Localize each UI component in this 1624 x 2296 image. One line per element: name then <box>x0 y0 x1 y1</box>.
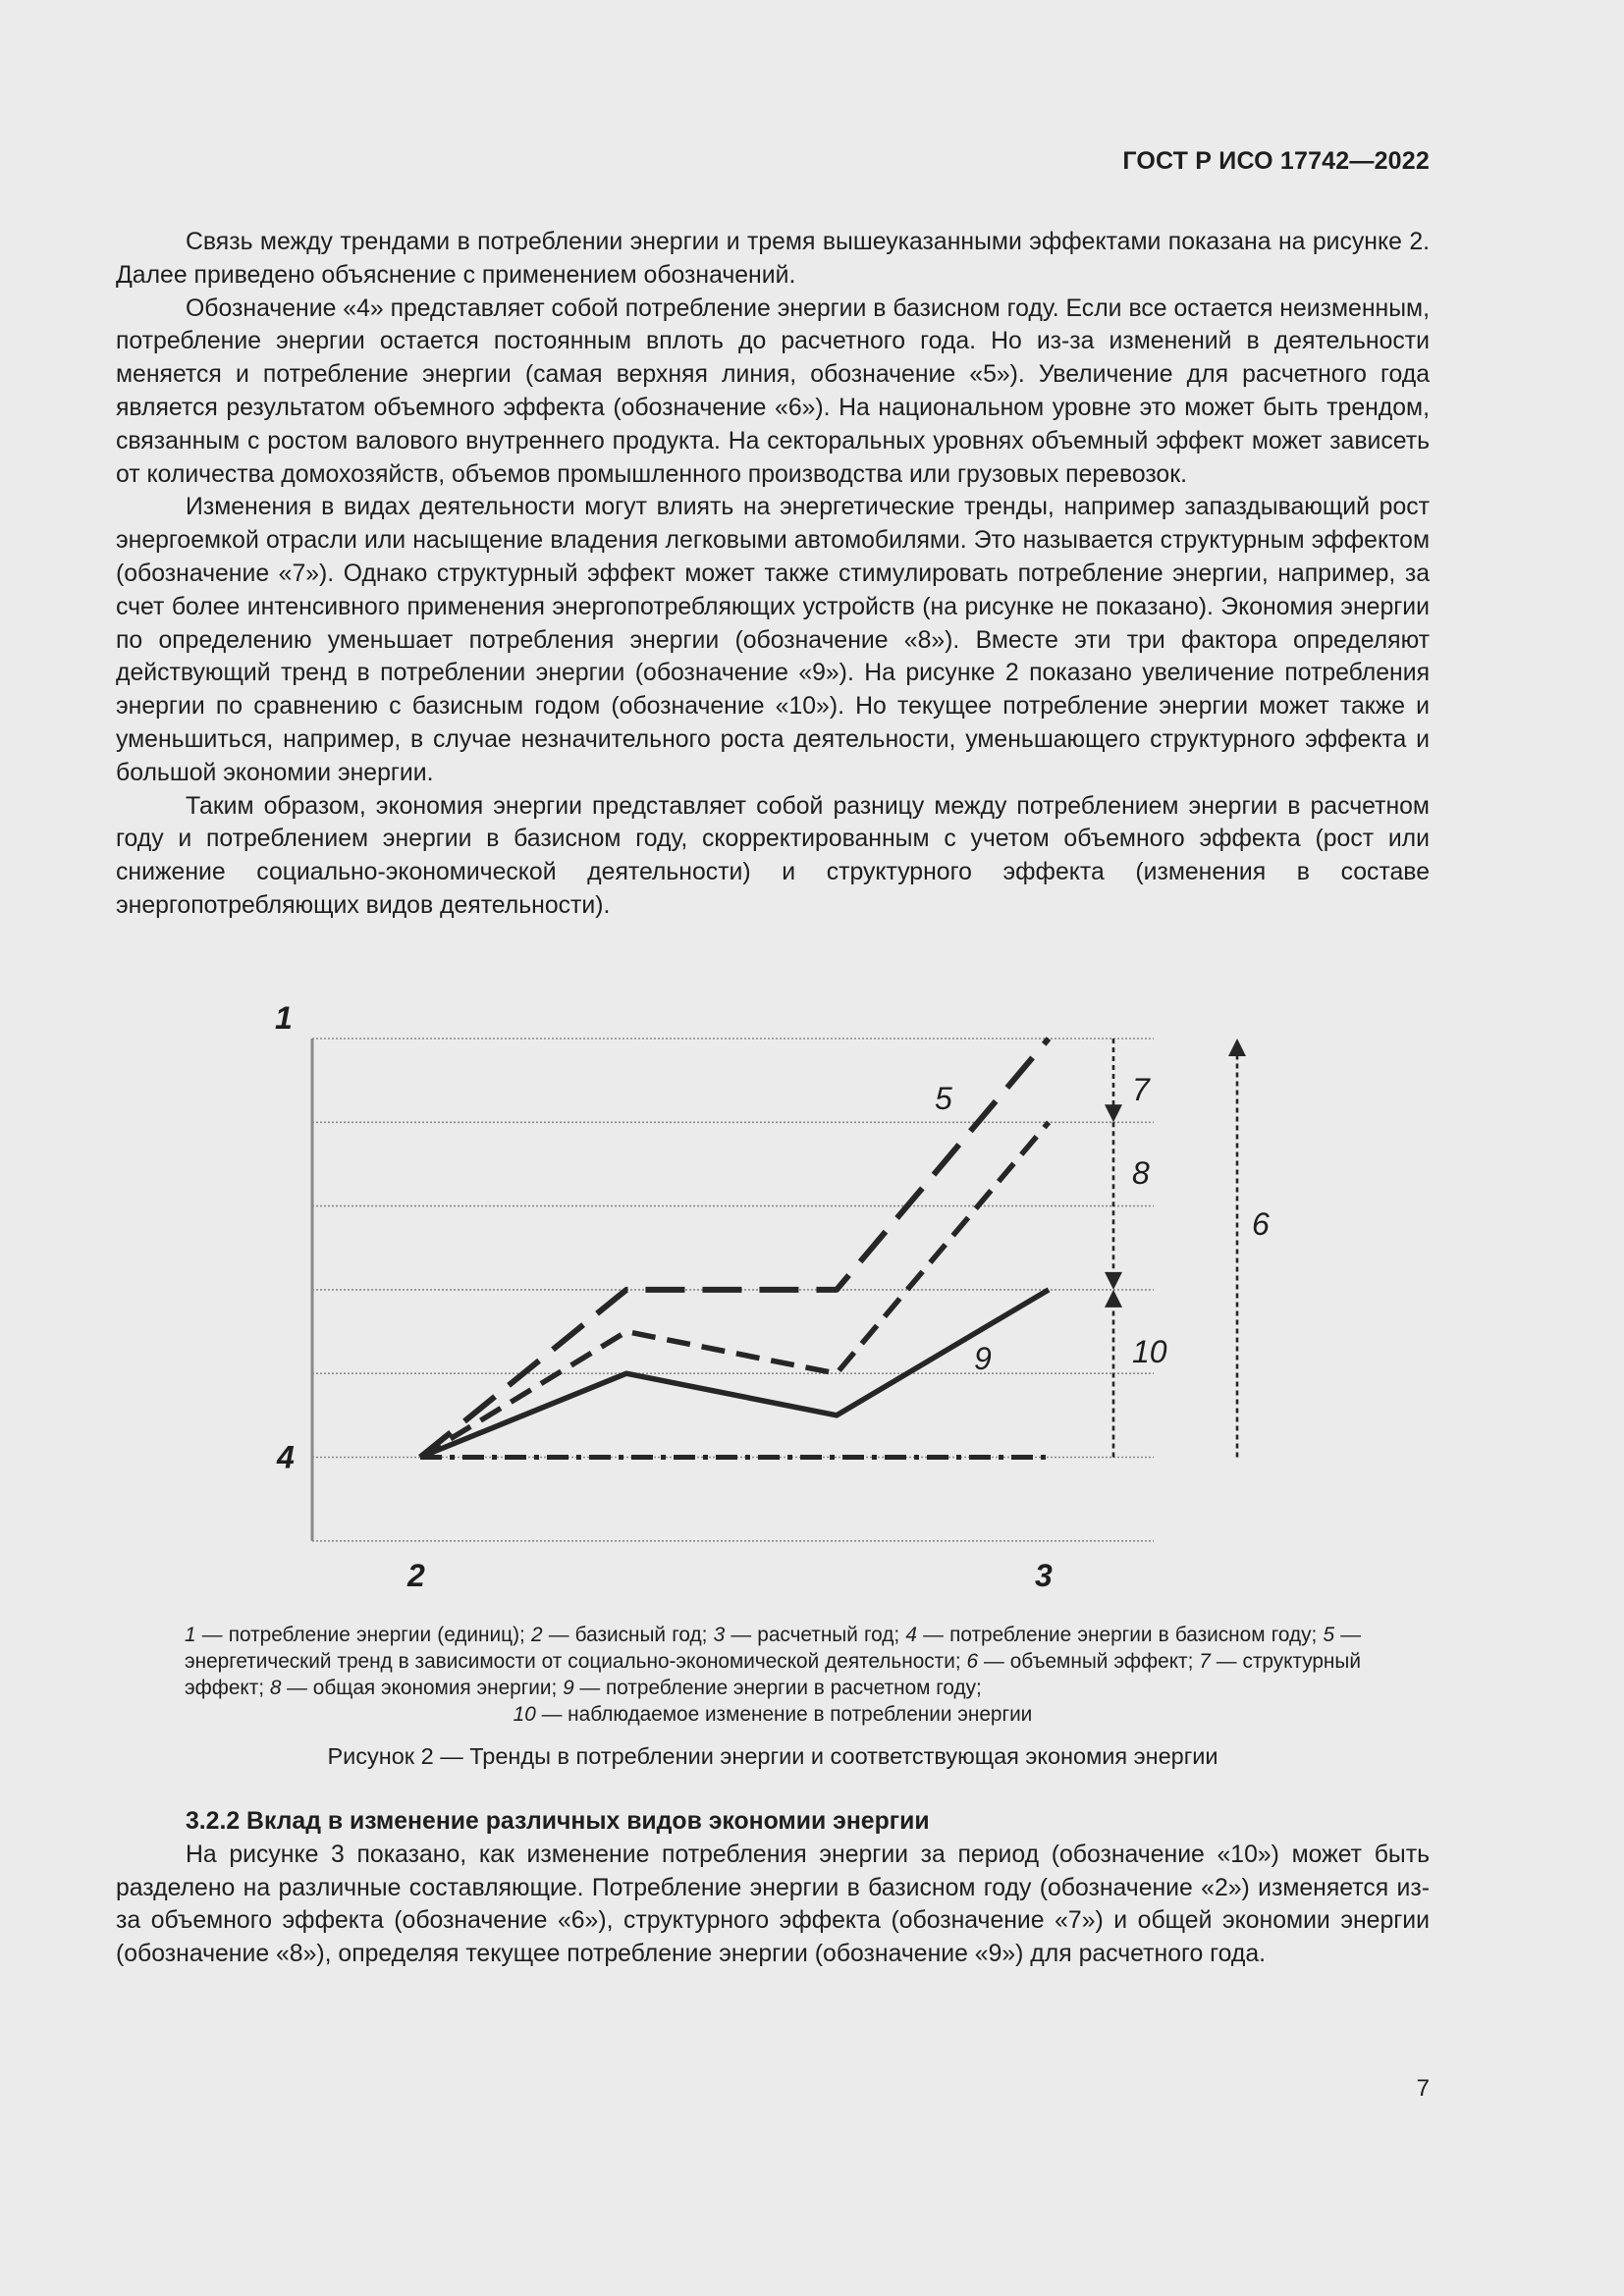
axis-y-label: 1 <box>275 1000 293 1036</box>
legend-num: 2 <box>530 1624 543 1646</box>
volume-effect-label: 6 <box>1252 1206 1270 1242</box>
series-group <box>420 1039 1049 1458</box>
legend-text: — расчетный год; <box>725 1624 906 1646</box>
effect-arrows <box>1105 1039 1246 1458</box>
figure-legend <box>185 1622 1361 1728</box>
legend-text: — потребление энергии в базисном году; <box>916 1624 1324 1646</box>
document-header: ГОСТ Р ИСО 17742—2022 <box>1122 147 1430 175</box>
volume-effect-arrowhead <box>1228 1039 1246 1056</box>
legend-num: 5 <box>1323 1624 1335 1646</box>
legend-item <box>531 1624 714 1646</box>
legend-text: — общая экономия энергии; <box>281 1677 564 1699</box>
legend-item <box>714 1624 906 1646</box>
legend-num: 9 <box>563 1677 574 1699</box>
observed-change-label: 10 <box>1132 1334 1167 1369</box>
page-number: 7 <box>1416 2075 1430 2102</box>
observed-change-arrowhead <box>1105 1290 1122 1308</box>
legend-text: — наблюдаемое изменение в потреблении энергии <box>535 1703 1033 1726</box>
legend-item <box>185 1624 531 1646</box>
legend-num: 10 <box>513 1703 536 1726</box>
energy-trend-chart <box>265 1000 1270 1593</box>
structural-effect-label: 7 <box>1132 1072 1150 1107</box>
section-3-2-2 <box>116 1805 1430 1971</box>
section-paragraph: На рисунке 3 показано, как изменение потребления энергии за период (обозначение «10») может быть разделено на различные составляющие. Потребление энергии в базисном году (обозначение «2») изменяется из-за объемного эффекта (обозначение «6»), структурного эффекта (обозначение «7») и общей экономии энергии (обозначение «8»), определяя текущее потребление энергии (обозначение «9») для расчетного года. <box>116 1841 1430 1968</box>
legend-item <box>185 1701 1361 1728</box>
legend-text: — энергетический тренд в зависимости от социально-экономической деятельности; <box>185 1624 1361 1673</box>
legend-item <box>905 1624 1323 1646</box>
body-text <box>116 226 1430 923</box>
legend-num: 1 <box>185 1624 196 1646</box>
legend-text: — базисный год; <box>542 1624 714 1646</box>
paragraph: Обозначение «4» представляет собой потребление энергии в базисном году. Если все остается неизменным, потребление энергии остается постоянным вплоть до расчетного года. Но из-за изменений в деятельности меняется и потребление энергии (самая верхняя линия, обозначение «5»). Увеличение для расчетного года является результатом объемного эффекта (обозначение «6»). На национальном уровне это может быть трендом, связанным с ростом валового внутреннего продукта. На секторальных уровнях объемный эффект может зависеть от количества домохозяйств, объемов промышленного производства или грузовых перевозок. <box>116 294 1430 488</box>
trend-activity-label: 5 <box>935 1081 952 1116</box>
legend-text: — потребление энергии (единиц); <box>195 1624 531 1646</box>
base-consumption-label: 4 <box>277 1439 295 1475</box>
legend-text: — объемный эффект; <box>978 1650 1200 1673</box>
legend-item <box>563 1677 982 1699</box>
legend-item <box>967 1650 1200 1673</box>
structural-effect-arrowhead <box>1105 1104 1122 1122</box>
section-title: 3.2.2 Вклад в изменение различных видов экономии энергии <box>186 1808 930 1835</box>
legend-item <box>270 1677 563 1699</box>
energy-saving-arrowhead <box>1105 1272 1122 1290</box>
paragraph: Изменения в видах деятельности могут влиять на энергетические тренды, например запаздывающий рост энергоемкой отрасли или насыщение владения легковыми автомобилями. Это называется структурным эффектом (обозначение «7»). Однако структурный эффект может также стимулировать потребление энергии, например, за счет более интенсивного применения энергопотребляющих устройств (на рисунке не показано). Экономия энергии по определению уменьшает потребления энергии (обозначение «8»). Вместе эти три фактора определяют действующий тренд в потреблении энергии (обозначение «9»). На рисунке 2 показано увеличение потребления энергии по сравнению с базисным годом (обозначение «10»). Но текущее потребление энергии может также и уменьшиться, например, в случае незначительного роста деятельности, уменьшающего структурного эффекта и большой экономии энергии. <box>116 494 1430 786</box>
figure-2 <box>265 1000 1270 1593</box>
legend-text: — потребление энергии в расчетном году; <box>573 1677 982 1699</box>
calc-year-label: 3 <box>1035 1558 1053 1593</box>
base-year-label: 2 <box>407 1558 425 1593</box>
energy-saving-label: 8 <box>1132 1155 1150 1191</box>
paragraph: Связь между трендами в потреблении энергии и тремя вышеуказанными эффектами показана на рисунке 2. Далее приведено объяснение с применением обозначений. <box>116 229 1430 289</box>
legend-num: 8 <box>269 1677 282 1699</box>
legend-items <box>185 1624 1361 1699</box>
legend-num: 3 <box>713 1624 726 1646</box>
legend-num: 6 <box>966 1650 979 1673</box>
legend-text: — структурный эффект; <box>185 1650 1361 1699</box>
paragraph: Таким образом, экономия энергии представляет собой разницу между потреблением энергии в расчетном году и потреблением энергии в базисном году, скорректированным с учетом объемного эффекта (рост или снижение социально-экономической деятельности) и структурного эффекта (изменения в составе энергопотребляющих видов деятельности). <box>116 792 1430 919</box>
legend-num: 4 <box>905 1624 917 1646</box>
legend-num: 7 <box>1199 1650 1211 1673</box>
actual-trend-label: 9 <box>974 1341 992 1376</box>
figure-caption: Рисунок 2 — Тренды в потреблении энергии и соответствующая экономия энергии <box>327 1743 1218 1769</box>
